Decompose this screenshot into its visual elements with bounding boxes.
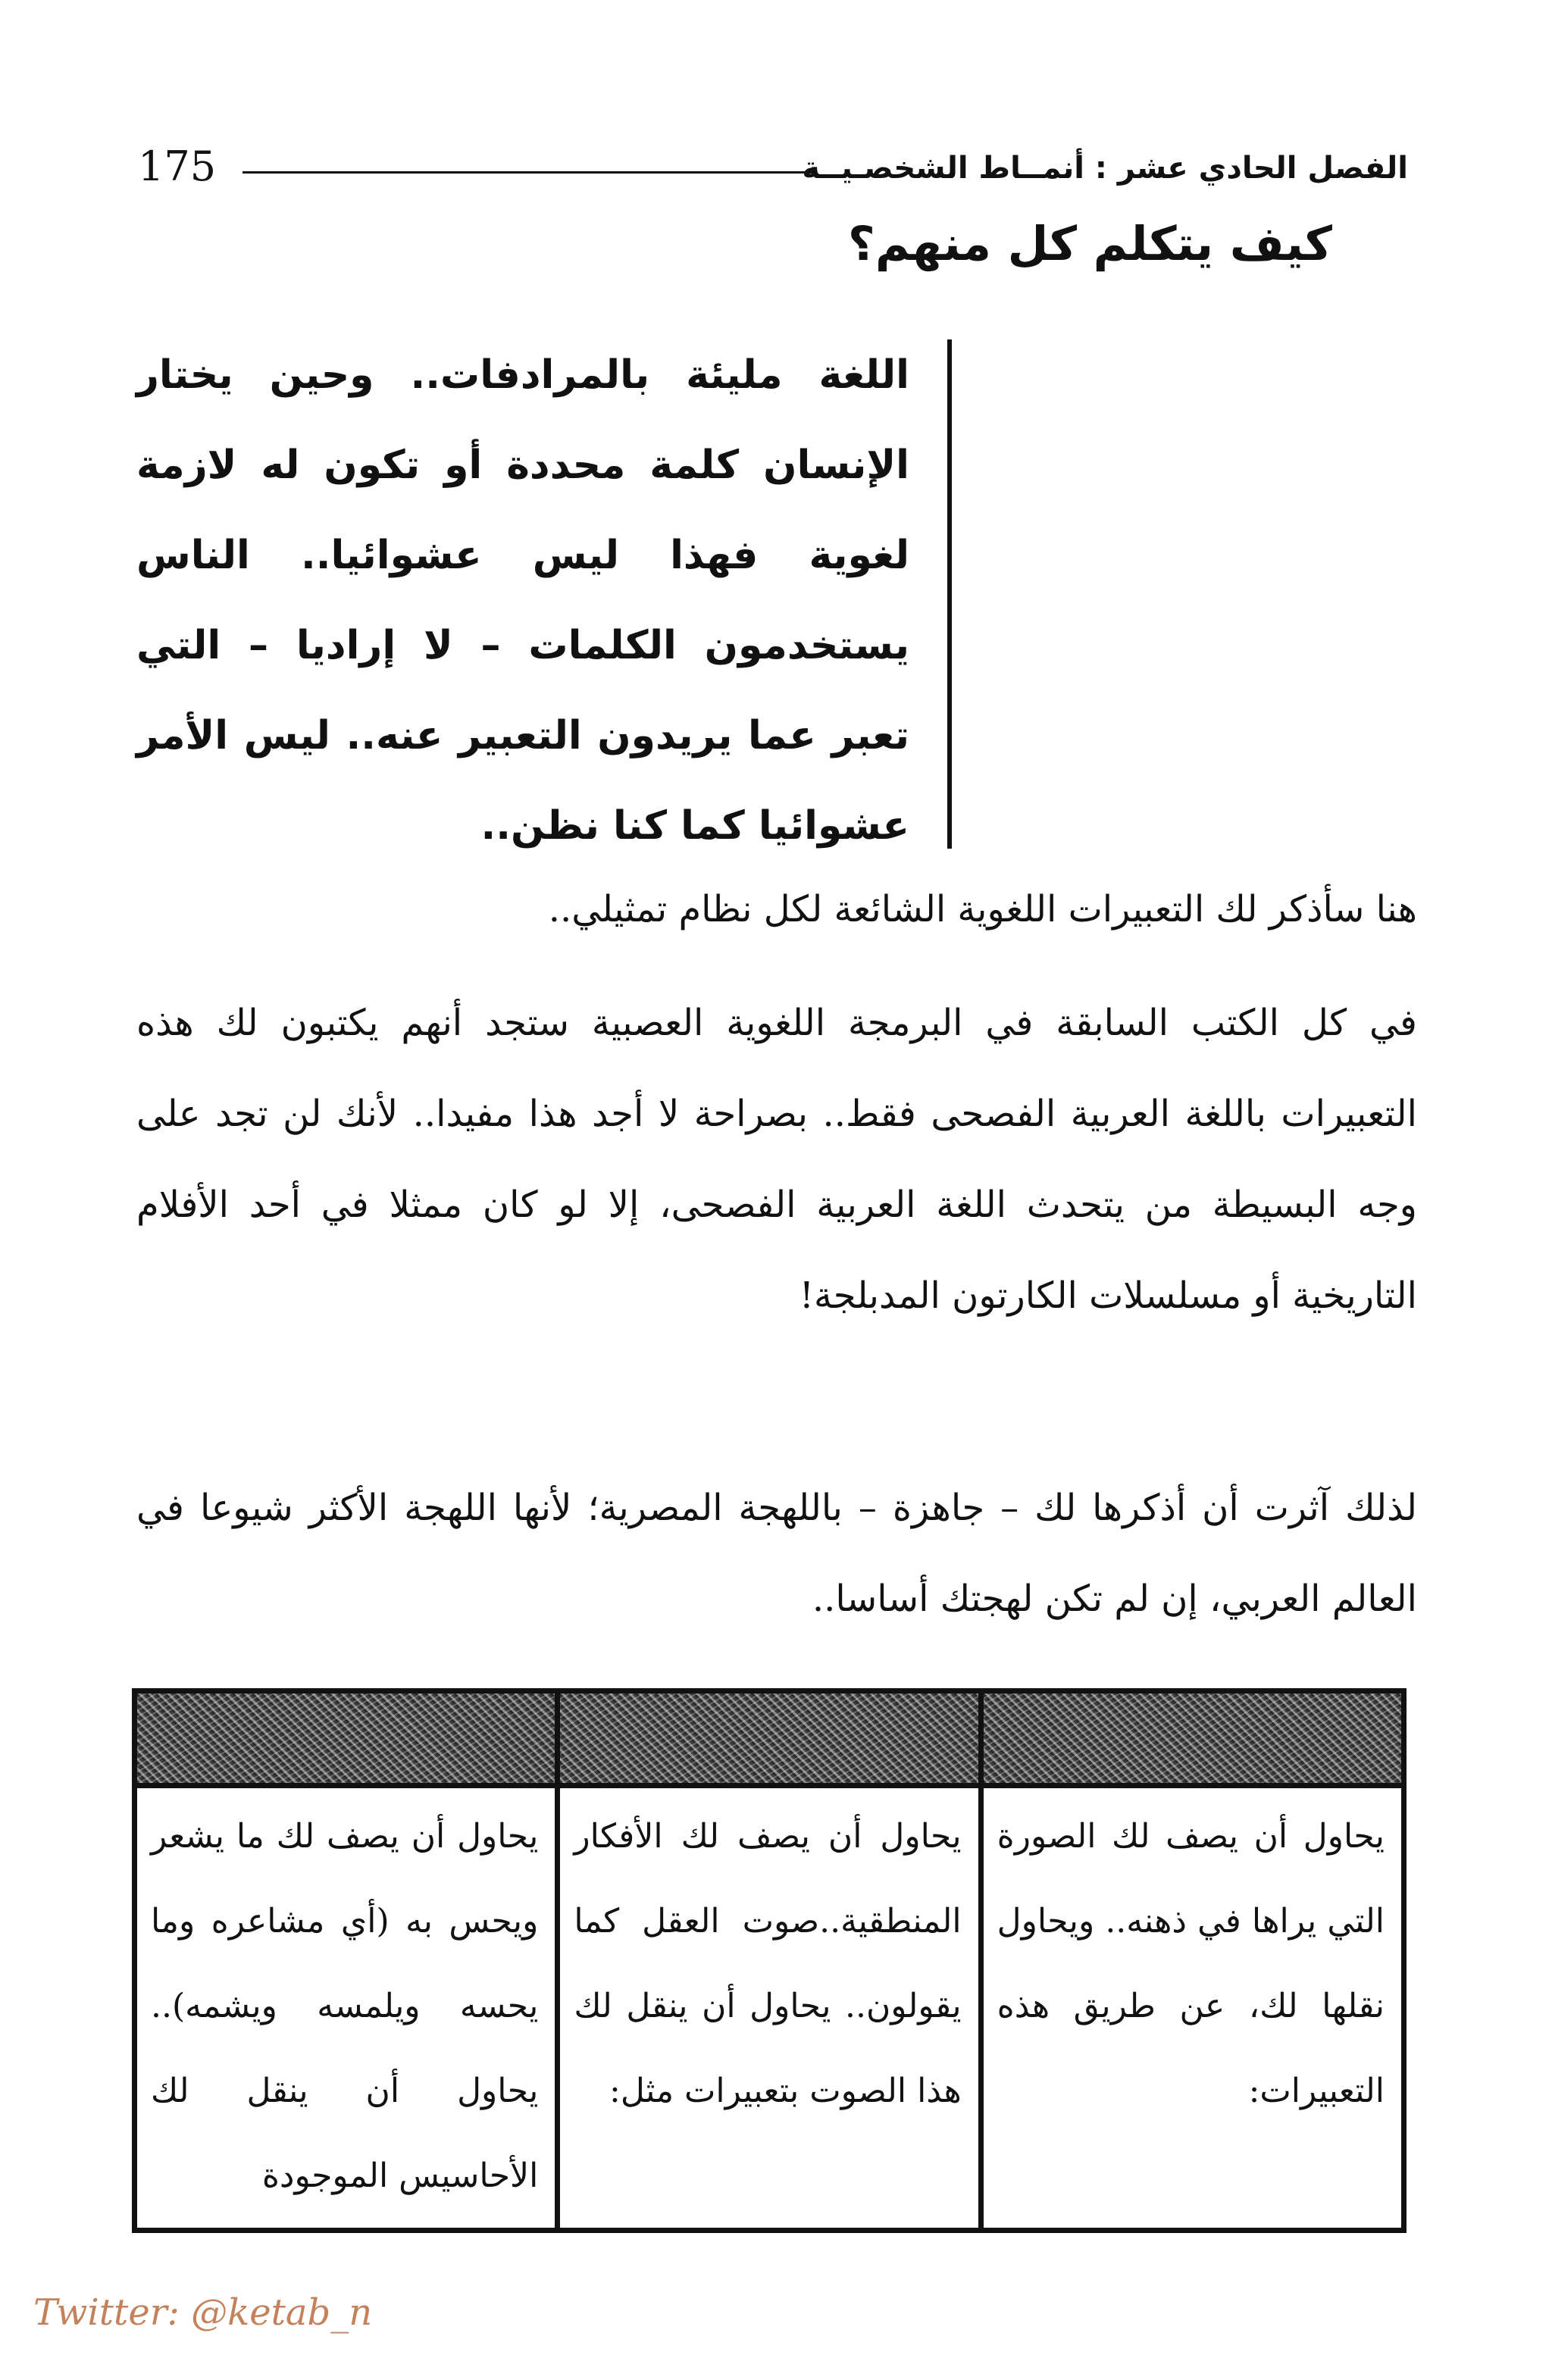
paragraph-intro: هنا سأذكر لك التعبيرات اللغوية الشائعة لكل نظام تمثيلي.. <box>548 888 1417 930</box>
paragraph-books: في كل الكتب السابقة في البرمجة اللغوية العصبية ستجد أنهم يكتبون لك هذه التعبيرات باللغة العربية الفصحى فقط.. بصراحة لا أجد هذا مفيدا.. لأنك لن تجد على وجه البسيطة من يتحدث اللغة العربية الفصحى، إلا لو كان ممثلا في أحد الأفلام التاريخية أو مسلسلات الكارتون المدبلجة! <box>136 1002 1417 1317</box>
table-cell-kinesthetic: يحاول أن يصف لك ما يشعر ويحس به (أي مشاعره وما يحسه ويلمسه ويشمه).. يحاول أن ينقل لك الأحاسيس الموجودة <box>151 1817 539 2195</box>
table-column-visual <box>984 1694 1401 2228</box>
paragraph-choice: لذلك آثرت أن أذكرها لك – جاهزة – باللهجة المصرية؛ لأنها اللهجة الأكثر شيوعا في العالم العربي، إن لم تكن لهجتك أساسا.. <box>136 1487 1417 1620</box>
watermark: Twitter: @ketab_n <box>33 2291 373 2334</box>
page-number: 175 <box>138 142 217 190</box>
table-header-cell <box>984 1694 1401 1788</box>
table-header-cell <box>137 1694 555 1788</box>
table-cell-visual: يحاول أن يصف لك الصورة التي يراها في ذهنه.. ويحاول نقلها لك، عن طريق هذه التعبيرات: <box>997 1817 1385 2110</box>
pull-quote: اللغة مليئة بالمرادفات.. وحين يختار الإنسان كلمة محددة أو تكون له لازمة لغوية فهذا ليس عشوائيا.. الناس يستخدمون الكلمات – لا إراديا – التي تعبر عما يريدون التعبير عنه.. ليس الأمر عشوائيا كما كنا نظن.. <box>136 352 909 849</box>
section-heading: كيف يتكلم كل منهم؟ <box>847 216 1332 271</box>
header-rule <box>242 171 815 174</box>
systems-table <box>132 1688 1406 2233</box>
table-cell-auditory: يحاول أن يصف لك الأفكار المنطقية..صوت العقل كما يقولون.. يحاول أن ينقل لك هذا الصوت بتعبيرات مثل: <box>574 1817 962 2110</box>
table-header-cell <box>560 1694 978 1788</box>
quote-rule <box>947 339 952 849</box>
table-column-auditory <box>560 1694 983 2228</box>
table-column-kinesthetic <box>137 1694 560 2228</box>
running-header: الفصل الحادي عشر : أنمــاط الشخصـيــة <box>802 151 1408 186</box>
